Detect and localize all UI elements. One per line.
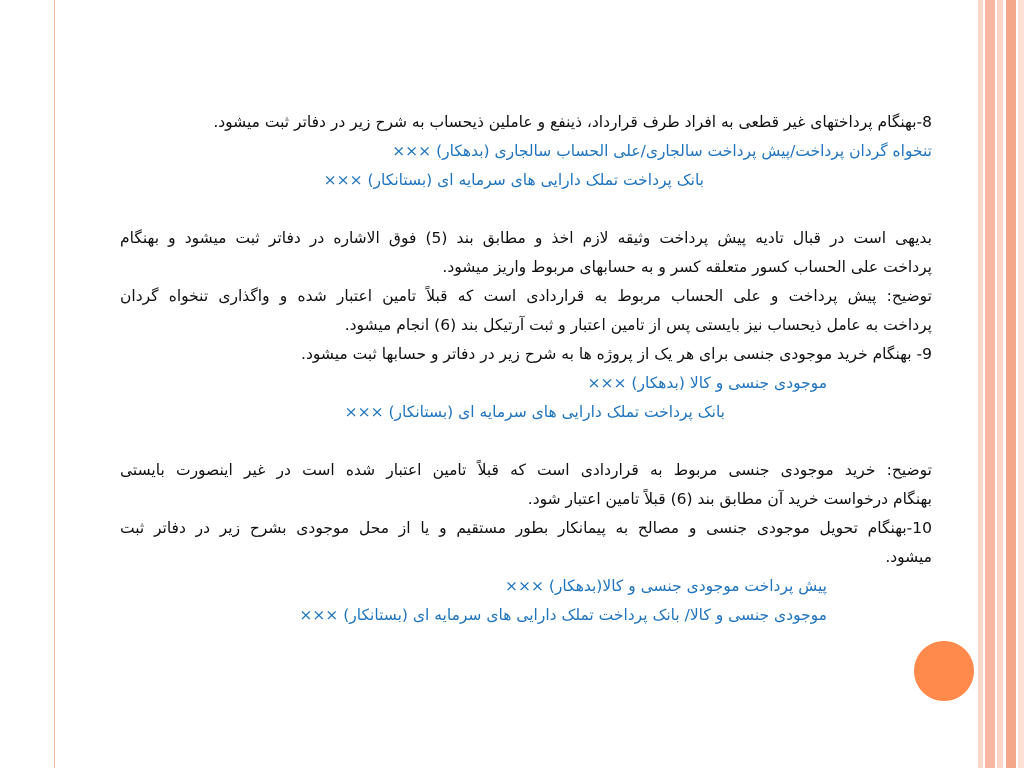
spacer xyxy=(120,195,932,224)
journal-credit-entry: بانک پرداخت تملک دارایی های سرمایه ای (بستانکار) ××× xyxy=(323,171,704,189)
decorative-stripe xyxy=(1018,0,1024,768)
decorative-stripe xyxy=(985,0,995,768)
paragraph-10-line: 10-بهنگام تحویل موجودی جنسی و مصالح به پیمانکار بطور مستقیم و یا از محل موجودی بشرح زیر در دفاتر ثبت xyxy=(120,519,932,537)
journal-debit-entry: تنخواه گردان پرداخت/پیش پرداخت سالجاری/علی الحساب سالجاری (بدهکار) ××× xyxy=(392,142,932,160)
note-line: پرداخت علی الحساب کسور متعلقه کسر و به حسابهای مربوط واریز میشود. xyxy=(442,258,932,276)
journal-credit-entry: بانک پرداخت تملک دارایی های سرمایه ای (بستانکار) ××× xyxy=(344,403,725,421)
note-line: بدیهی است در قبال تادیه پیش پرداخت وثیقه لازم اخذ و مطابق بند (5) فوق الاشاره در دفاتر ثبت میشود و بهنگام xyxy=(120,229,932,247)
note-line: پرداخت به عامل ذیحساب نیز بایستی پس از تامین اعتبار و ثبت آرتیکل بند (6) انجام میشود. xyxy=(344,316,932,334)
paragraph-10-line: میشود. xyxy=(885,548,932,566)
spacer xyxy=(120,427,932,456)
journal-credit-entry: موجودی جنسی و کالا/ بانک پرداخت تملک دارایی های سرمایه ای (بستانکار) ××× xyxy=(299,606,827,624)
journal-debit-entry: موجودی جنسی و کالا (بدهکار) ××× xyxy=(587,374,827,392)
note-line: بهنگام درخواست خرید آن مطابق بند (6) قبلاً تامین اعتبار شود. xyxy=(527,490,932,508)
decorative-stripe xyxy=(1006,0,1016,768)
decorative-circle xyxy=(914,641,974,701)
decorative-stripe xyxy=(997,0,1003,768)
paragraph-9-line: 9- بهنگام خرید موجودی جنسی برای هر یک از پروژه ها به شرح زیر در دفاتر و حسابها ثبت میشود. xyxy=(301,345,932,363)
journal-debit-entry: پیش پرداخت موجودی جنسی و کالا(بدهکار) ××× xyxy=(504,577,827,595)
slide-body xyxy=(120,108,932,630)
paragraph-8-line: 8-بهنگام پرداختهای غیر قطعی به افراد طرف قرارداد، ذینفع و عاملین ذیحساب به شرح زیر در دفاتر ثبت میشود. xyxy=(213,113,932,131)
decorative-stripe xyxy=(978,0,983,768)
note-line: توضیح: پیش پرداخت و علی الحساب مربوط به قراردادی است که قبلاً تامین اعتبار شده و واگذاری تنخواه گردان xyxy=(120,287,932,305)
note-line: توضیح: خرید موجودی جنسی مربوط به قراردادی است که قبلاً تامین اعتبار شده است در غیر اینصورت بایستی xyxy=(120,461,932,479)
left-border-line xyxy=(54,0,55,768)
